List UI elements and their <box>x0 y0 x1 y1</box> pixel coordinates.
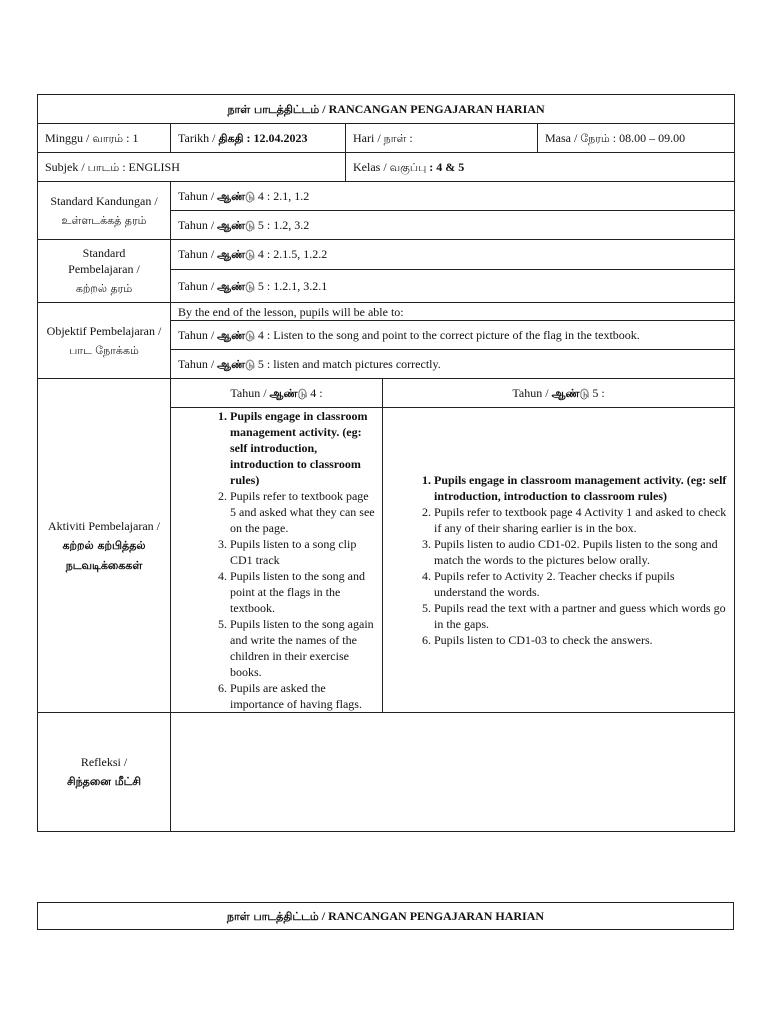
standard-pembelajaran-year4: Tahun / ஆண்டு 4 : 2.1.5, 1.2.2 <box>171 240 735 270</box>
info-row-1 <box>38 124 735 153</box>
refleksi-content <box>171 713 735 832</box>
lesson-plan-page-2 <box>37 902 734 930</box>
page-title-2: நாள் பாடத்திட்டம் / RANCANGAN PENGAJARAN HARIAN <box>38 903 734 930</box>
subjek-cell: Subjek / பாடம் : ENGLISH <box>38 153 346 182</box>
objektif-intro: By the end of the lesson, pupils will be able to: <box>171 303 735 321</box>
standard-pembelajaran-row-1 <box>38 240 735 270</box>
list-item: 3. Pupils listen to audio CD1-02. Pupils listen to the song and match the words to the pictures below orally. <box>434 536 727 568</box>
masa-cell: Masa / நேரம் : 08.00 – 09.00 <box>538 124 735 153</box>
aktiviti-year5-list <box>390 472 727 648</box>
standard-pembelajaran-year5: Tahun / ஆண்டு 5 : 1.2.1, 3.2.1 <box>171 270 735 303</box>
aktiviti-year5-header: Tahun / ஆண்டு 5 : <box>383 379 735 408</box>
title-row-2 <box>38 903 734 930</box>
list-item: 3. Pupils listen to a song clip CD1 track <box>230 536 375 568</box>
standard-kandungan-year4: Tahun / ஆண்டு 4 : 2.1, 1.2 <box>171 182 735 211</box>
list-item: 6. Pupils are asked the importance of having flags. <box>230 680 375 712</box>
objektif-label: Objektif Pembelajaran / பாட நோக்கம் <box>38 303 171 379</box>
objektif-year5: Tahun / ஆண்டு 5 : listen and match pictures correctly. <box>171 350 735 379</box>
aktiviti-label: Aktiviti Pembelajaran / கற்றல் கற்பித்தல் நடவடிக்கைகள் <box>38 379 171 713</box>
aktiviti-header-row <box>38 379 735 408</box>
list-item: 1. Pupils engage in classroom management activity. (eg: self introduction, introduction to classroom rules) <box>230 408 375 488</box>
aktiviti-year4-cell <box>171 408 383 713</box>
standard-kandungan-year5: Tahun / ஆண்டு 5 : 1.2, 3.2 <box>171 211 735 240</box>
lesson-plan-page-1 <box>37 94 734 832</box>
list-item: 4. Pupils listen to the song and point at the flags in the textbook. <box>230 568 375 616</box>
list-item: 4. Pupils refer to Activity 2. Teacher checks if pupils understand the words. <box>434 568 727 600</box>
tarikh-cell: Tarikh / திகதி : 12.04.2023 <box>171 124 346 153</box>
lesson-plan-table <box>37 94 735 832</box>
list-item: 1. Pupils engage in classroom management activity. (eg: self introduction, introduction to classroom rules) <box>434 472 727 504</box>
objektif-year4: Tahun / ஆண்டு 4 : Listen to the song and point to the correct picture of the flag in the textbook. <box>171 321 735 350</box>
hari-cell: Hari / நாள் : <box>346 124 538 153</box>
standard-kandungan-label: Standard Kandungan / உள்ளடக்கத் தரம் <box>38 182 171 240</box>
refleksi-label: Refleksi / சிந்தனை மீட்சி <box>38 713 171 832</box>
standard-pembelajaran-label: Standard Pembelajaran / கற்றல் தரம் <box>38 240 171 303</box>
list-item: 5. Pupils read the text with a partner and guess which words go in the gaps. <box>434 600 727 632</box>
page-title: நாள் பாடத்திட்டம் / RANCANGAN PENGAJARAN HARIAN <box>38 95 735 124</box>
kelas-cell: Kelas / வகுப்பு : 4 & 5 <box>346 153 735 182</box>
lesson-plan-table-2 <box>37 902 734 930</box>
aktiviti-year4-list <box>178 408 375 712</box>
refleksi-row <box>38 713 735 832</box>
standard-kandungan-row-1 <box>38 182 735 211</box>
title-row <box>38 95 735 124</box>
aktiviti-year5-cell <box>383 408 735 713</box>
minggu-cell: Minggu / வாரம் : 1 <box>38 124 171 153</box>
list-item: 6. Pupils listen to CD1-03 to check the answers. <box>434 632 727 648</box>
list-item: 2. Pupils refer to textbook page 5 and asked what they can see on the page. <box>230 488 375 536</box>
objektif-row-intro <box>38 303 735 321</box>
aktiviti-year4-header: Tahun / ஆண்டு 4 : <box>171 379 383 408</box>
list-item: 2. Pupils refer to textbook page 4 Activity 1 and asked to check if any of their sharing earlier is in the box. <box>434 504 727 536</box>
info-row-2 <box>38 153 735 182</box>
list-item: 5. Pupils listen to the song again and write the names of the children in their exercise books. <box>230 616 375 680</box>
